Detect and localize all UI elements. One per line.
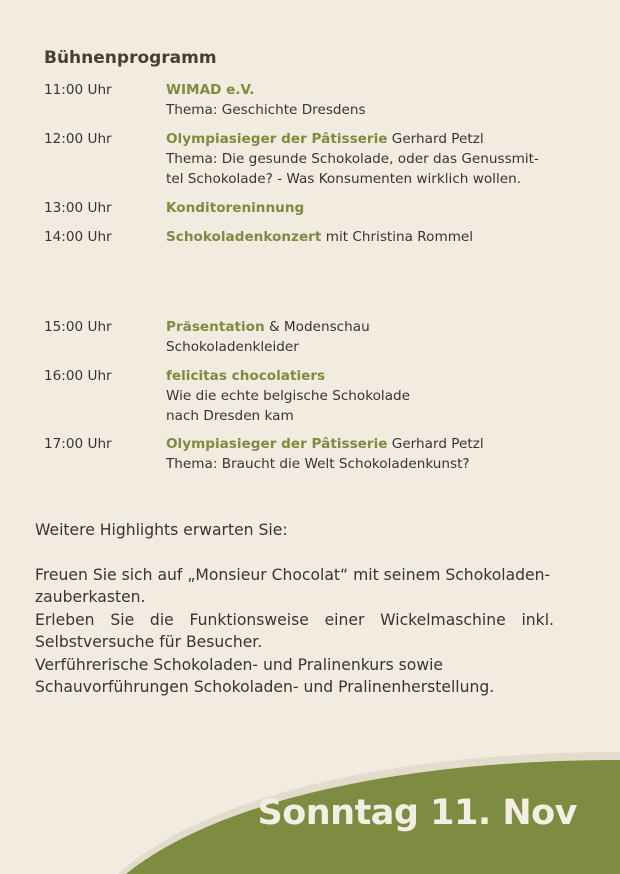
program-detail-line: nach Dresden kam — [166, 408, 294, 424]
program-detail-line: Thema: Geschichte Dresdens — [166, 102, 366, 118]
program-title-rest: Gerhard Petzl — [387, 436, 484, 452]
program-time: 13:00 Uhr — [44, 200, 112, 216]
program-time: 11:00 Uhr — [44, 82, 112, 98]
highlight-paragraph: Freuen Sie sich auf „Monsieur Chocolat“ mit seinem Schokoladen-zauberkasten. — [35, 565, 551, 606]
program-time: 14:00 Uhr — [44, 229, 112, 245]
program-highlight: Konditoreninnung — [166, 200, 305, 216]
program-detail-line: tel Schokolade? - Was Konsumenten wirklich wollen. — [166, 171, 522, 187]
highlights-intro: Weitere Highlights erwarten Sie: — [35, 521, 288, 539]
program-title-rest: Gerhard Petzl — [387, 131, 484, 147]
program-highlight: Präsentation — [166, 319, 265, 335]
event-date: Sonntag 11. Nov — [257, 793, 577, 833]
program-time: 17:00 Uhr — [44, 436, 112, 452]
program-detail-line: Thema: Braucht die Welt Schokoladenkunst? — [166, 456, 470, 472]
program-highlight: felicitas chocolatiers — [166, 368, 326, 384]
program-detail-line: Schokoladenkleider — [166, 339, 299, 355]
program-time: 12:00 Uhr — [44, 131, 112, 147]
program-detail-line: Thema: Die gesunde Schokolade, oder das Genussmit- — [166, 151, 539, 167]
program-time: 16:00 Uhr — [44, 368, 112, 384]
program-detail-line: Wie die echte belgische Schokolade — [166, 388, 411, 404]
program-time: 15:00 Uhr — [44, 319, 112, 335]
program-highlight: Olympiasieger der Pâtisserie — [166, 436, 388, 452]
program-highlight: WIMAD e.V. — [166, 82, 255, 98]
page-title: Bühnenprogramm — [44, 48, 217, 68]
program-title-rest: & Modenschau — [264, 319, 370, 335]
program-highlight: Olympiasieger der Pâtisserie — [166, 131, 388, 147]
highlight-paragraph: Erleben Sie die Funktionsweise einer Wickelmaschine inkl. Selbstversuche für Besucher. — [35, 610, 554, 651]
highlight-paragraph: Verführerische Schokoladen- und Pralinenkurs sowie Schauvorführungen Schokoladen- und Pralinenherstellung. — [35, 655, 495, 696]
program-highlight: Schokoladenkonzert — [166, 229, 322, 245]
program-title-rest: mit Christina Rommel — [321, 229, 474, 245]
